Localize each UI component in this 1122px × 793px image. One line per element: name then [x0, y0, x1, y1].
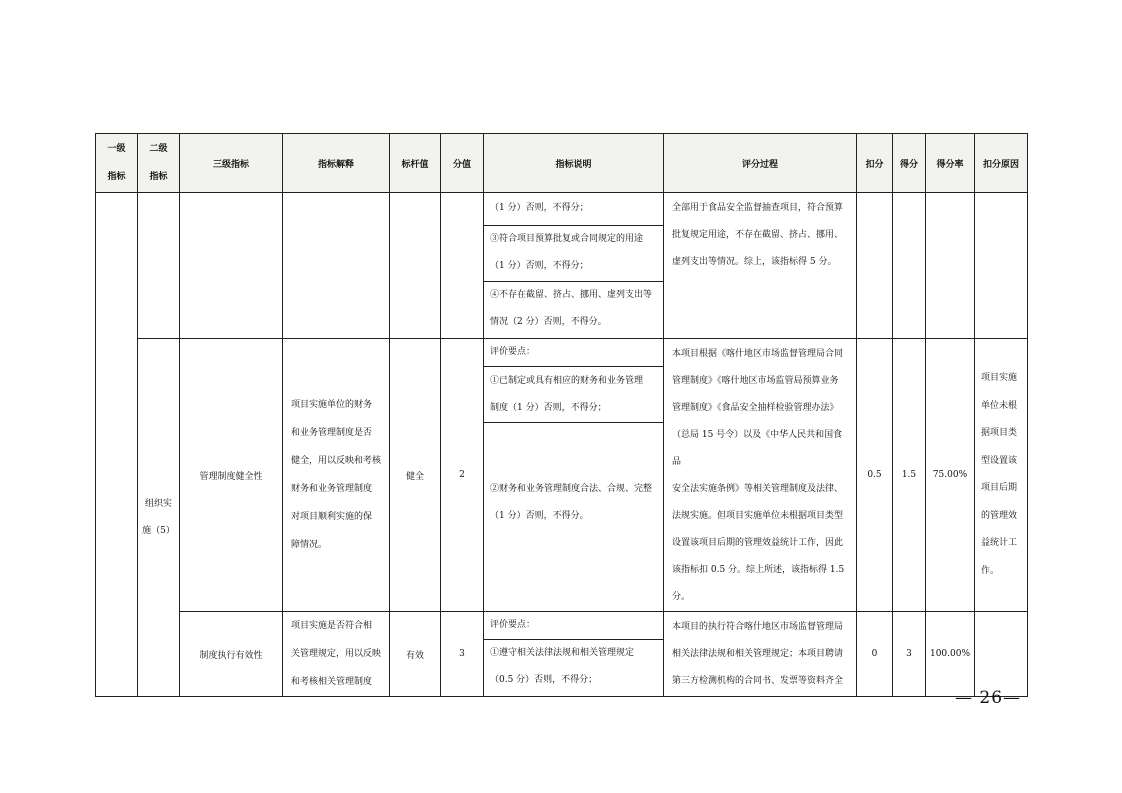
got-cell-empty [893, 193, 926, 339]
process-line: 虚列支出等情况。综上，该指标得 5 分。 [672, 257, 837, 267]
interpret-cell [283, 612, 390, 697]
desc-line: （1 分）否则，不得分； [484, 193, 663, 225]
interpret-line: 和考核相关管理制度 [291, 677, 373, 687]
desc-line: （0.5 分）否则，不得分； [490, 675, 598, 686]
process-line: 批复规定用途，不存在截留、挤占、挪用、 [672, 230, 844, 240]
desc-line: ④不存在截留、挤占、挪用、虚列支出等 [490, 290, 653, 301]
reason-cell-empty [975, 193, 1028, 339]
desc-item [484, 367, 663, 423]
score-cell-empty [441, 193, 484, 339]
interpret-line: 健全，用以反映和考核 [291, 456, 382, 466]
process-line: 分。 [672, 592, 691, 602]
desc-subtable [484, 193, 663, 337]
process-line: 该指标扣 0.5 分。综上所述，该指标得 1.5 [672, 565, 845, 575]
header-interpret: 指标解释 [283, 134, 390, 193]
desc-line: ①遵守相关法律法规和相关管理规定 [490, 648, 635, 659]
lvl2-cell [138, 339, 180, 697]
desc-item [484, 640, 663, 695]
lvl3-cell-empty [180, 193, 283, 339]
table-row [96, 612, 1028, 697]
reason-line: 项目后期 [981, 483, 1018, 493]
header-reason: 扣分原因 [975, 134, 1028, 193]
desc-line: 情况（2 分）否则，不得分。 [490, 317, 607, 328]
process-line: （总局 15 号令）以及《中华人民共和国食品 [672, 430, 843, 467]
lvl2-cell-empty [138, 193, 180, 339]
process-line: 本项目根据《喀什地区市场监督管理局合同 [672, 349, 844, 359]
process-cell [664, 612, 857, 697]
lvl3-cell: 管理制度健全性 [180, 339, 283, 612]
evaluation-table [95, 133, 1028, 697]
desc-line: ①已制定或具有相应的财务和业务管理 [490, 375, 644, 386]
lvl2-line: 组织实 [144, 498, 172, 509]
header-rate: 得分率 [926, 134, 975, 193]
desc-cell [484, 339, 664, 612]
reason-cell-empty [975, 612, 1028, 697]
process-line: 相关法律法规和相关管理规定；本项目聘请 [672, 649, 844, 659]
header-lvl1-line2: 指标 [107, 172, 126, 182]
score-cell: 3 [441, 612, 484, 697]
header-lvl2-line2: 指标 [149, 172, 168, 182]
benchmark-cell-empty [390, 193, 441, 339]
header-row [96, 134, 1028, 193]
desc-line: ③符合项目预算批复或合同规定的用途 [490, 234, 644, 244]
header-got: 得分 [893, 134, 926, 193]
interpret-cell-empty [283, 193, 390, 339]
desc-line: （1 分）否则，不得分。 [490, 511, 589, 522]
header-lvl2-line1: 二级 [149, 144, 168, 154]
desc-subtable [484, 612, 663, 695]
desc-item [484, 281, 663, 337]
process-line: 设置该项目后期的管理效益统计工作，因此 [672, 538, 844, 548]
header-benchmark: 标杆值 [390, 134, 441, 193]
process-line: 管理制度》《食品安全抽样检验管理办法》 [672, 403, 839, 413]
header-lvl1-line1: 一级 [107, 144, 126, 154]
interpret-line: 项目实施是否符合相 [291, 621, 373, 631]
reason-line: 单位未根 [981, 400, 1018, 411]
interpret-line: 项目实施单位的财务 [291, 400, 373, 410]
interpret-line: 关管理规定，用以反映 [291, 649, 382, 659]
desc-line: （1 分）否则，不得分； [490, 261, 589, 271]
reason-line: 项目实施 [981, 373, 1018, 383]
header-lvl3: 三级指标 [180, 134, 283, 193]
desc-item [484, 423, 663, 584]
process-line: 全部用于食品安全监督抽查项目，符合预算 [672, 203, 844, 213]
reason-line: 作。 [981, 565, 1000, 576]
deduct-cell: 0 [857, 612, 893, 697]
interpret-line: 财务和业务管理制度 [291, 484, 373, 494]
lvl2-line: 施（5） [142, 525, 175, 536]
reason-line: 型设置该 [981, 455, 1018, 466]
deduct-cell: 0.5 [857, 339, 893, 612]
table-row [96, 339, 1028, 612]
reason-line: 据项目类 [981, 428, 1018, 438]
reason-line: 的管理效 [981, 510, 1018, 521]
header-score: 分值 [441, 134, 484, 193]
interpret-line: 对项目顺利实施的保 [291, 512, 373, 522]
process-line: 安全法实施条例》等相关管理制度及法律、 [672, 484, 844, 494]
process-line: 法规实施。但项目实施单位未根据项目类型 [672, 511, 844, 521]
score-cell: 2 [441, 339, 484, 612]
process-line: 本项目的执行符合喀什地区市场监督管理局 [672, 622, 844, 632]
lvl3-cell: 制度执行有效性 [180, 612, 283, 697]
process-line: 管理制度》《喀什地区市场监管局预算业务 [672, 376, 839, 386]
got-cell: 3 [893, 612, 926, 697]
process-cell [664, 193, 857, 339]
table-row [96, 193, 1028, 339]
rate-cell-empty [926, 193, 975, 339]
benchmark-cell: 健全 [390, 339, 441, 612]
desc-subtable [484, 339, 663, 584]
header-lvl1 [96, 134, 138, 193]
rate-cell: 100.00% [926, 612, 975, 697]
lvl1-cell [96, 193, 138, 697]
header-desc: 指标说明 [484, 134, 664, 193]
desc-cell [484, 193, 664, 339]
desc-item [484, 225, 663, 281]
interpret-cell [283, 339, 390, 612]
desc-heading: 评价要点： [484, 612, 663, 640]
interpret-line: 障情况。 [291, 540, 328, 550]
header-deduct: 扣分 [857, 134, 893, 193]
reason-cell [975, 339, 1028, 612]
page-number: — 26— [955, 688, 1022, 708]
interpret-line: 和业务管理制度是否 [291, 428, 373, 438]
got-cell: 1.5 [893, 339, 926, 612]
deduct-cell-empty [857, 193, 893, 339]
header-process: 评分过程 [664, 134, 857, 193]
process-cell [664, 339, 857, 612]
reason-line: 益统计工 [981, 538, 1018, 548]
header-lvl2 [138, 134, 180, 193]
desc-line: ②财务和业务管理制度合法、合规、完整 [490, 484, 653, 495]
process-line: 第三方检测机构的合同书、发票等资料齐全 [672, 676, 844, 686]
benchmark-cell: 有效 [390, 612, 441, 697]
desc-line: 制度（1 分）否则，不得分； [490, 402, 607, 413]
rate-cell: 75.00% [926, 339, 975, 612]
desc-cell [484, 612, 664, 697]
desc-heading: 评价要点： [484, 339, 663, 367]
